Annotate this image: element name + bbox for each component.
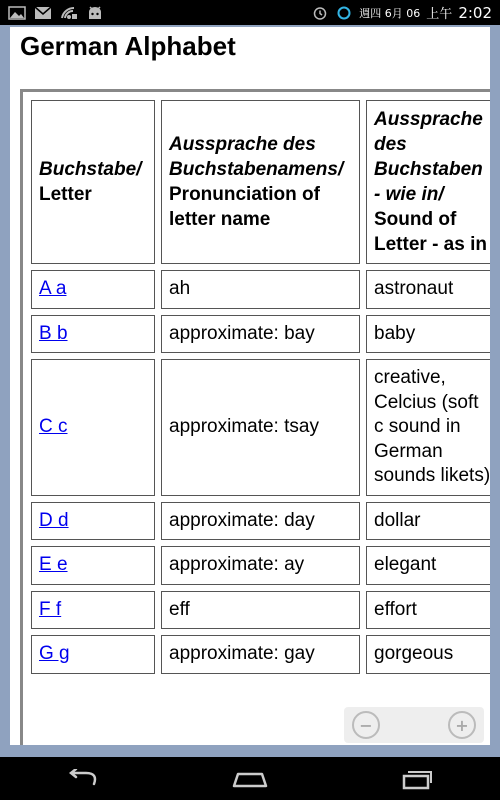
sound-cell: effort	[366, 591, 490, 630]
name-cell: approximate: bay	[161, 315, 360, 354]
status-ampm: 上午	[426, 7, 453, 22]
name-cell: approximate: ay	[161, 546, 360, 585]
recent-apps-icon	[400, 768, 434, 790]
table-row	[31, 546, 490, 585]
header-letter-german: Buchstabe/	[39, 159, 142, 180]
navigation-bar	[0, 757, 500, 800]
name-cell: approximate: tsay	[161, 359, 360, 496]
recent-apps-button[interactable]	[397, 764, 437, 794]
letter-link[interactable]: C c	[39, 416, 68, 437]
sound-cell: elegant	[366, 546, 490, 585]
table-row	[31, 635, 490, 674]
sound-cell: dollar	[366, 502, 490, 541]
table-row	[31, 315, 490, 354]
name-cell: ah	[161, 270, 360, 309]
header-name-german: Aussprache des Buchstabenamens/	[169, 134, 344, 180]
header-letter	[31, 100, 155, 264]
alphabet-table	[25, 94, 490, 680]
zoom-controls	[344, 707, 484, 743]
table-row	[31, 270, 490, 309]
header-sound-english: Sound of Letter - as in	[374, 209, 487, 255]
web-page[interactable]	[10, 27, 490, 745]
system-status	[311, 3, 500, 22]
zoom-in-icon[interactable]: +	[448, 711, 476, 739]
letter-link[interactable]: A a	[39, 278, 67, 299]
header-letter-english: Letter	[39, 184, 92, 205]
sound-cell: baby	[366, 315, 490, 354]
sound-cell: creative, Celcius (soft c sound in German sounds likets)	[366, 359, 490, 496]
header-name-english: Pronunciation of letter name	[169, 184, 320, 230]
home-icon	[231, 769, 269, 789]
alarm-icon	[311, 6, 329, 20]
table-header-row	[31, 100, 490, 264]
home-button[interactable]	[230, 764, 270, 794]
page-title: German Alphabet	[20, 31, 236, 61]
wifi-icon	[60, 6, 78, 20]
sound-cell: astronaut	[366, 270, 490, 309]
picture-icon	[8, 6, 26, 20]
sound-cell: gorgeous	[366, 635, 490, 674]
status-time: 2:02	[458, 3, 492, 22]
letter-link[interactable]: F f	[39, 598, 62, 620]
notification-icons	[0, 6, 104, 20]
zoom-out-icon[interactable]: −	[352, 711, 380, 739]
table-row	[31, 502, 490, 541]
letter-link[interactable]: D d	[39, 509, 69, 531]
header-sound	[366, 100, 490, 264]
name-cell: eff	[161, 591, 360, 630]
letter-link[interactable]: E e	[39, 554, 68, 575]
name-cell: approximate: gay	[161, 635, 360, 674]
status-date: 週四 6月 06	[359, 6, 421, 20]
letter-link[interactable]: G g	[39, 643, 70, 664]
content-frame	[0, 25, 500, 757]
letter-link[interactable]: B b	[39, 322, 68, 344]
name-cell: approximate: day	[161, 502, 360, 541]
back-icon	[66, 769, 100, 789]
sync-icon	[335, 6, 353, 20]
table-row	[31, 591, 490, 630]
back-button[interactable]	[63, 764, 103, 794]
header-sound-german: Aussprache des Buchstaben - wie in/	[374, 109, 483, 205]
alphabet-table-container	[20, 89, 490, 745]
table-row	[31, 359, 490, 496]
android-icon	[86, 6, 104, 20]
status-bar	[0, 0, 500, 25]
mail-icon	[34, 6, 52, 20]
header-name-pronunciation	[161, 100, 360, 264]
